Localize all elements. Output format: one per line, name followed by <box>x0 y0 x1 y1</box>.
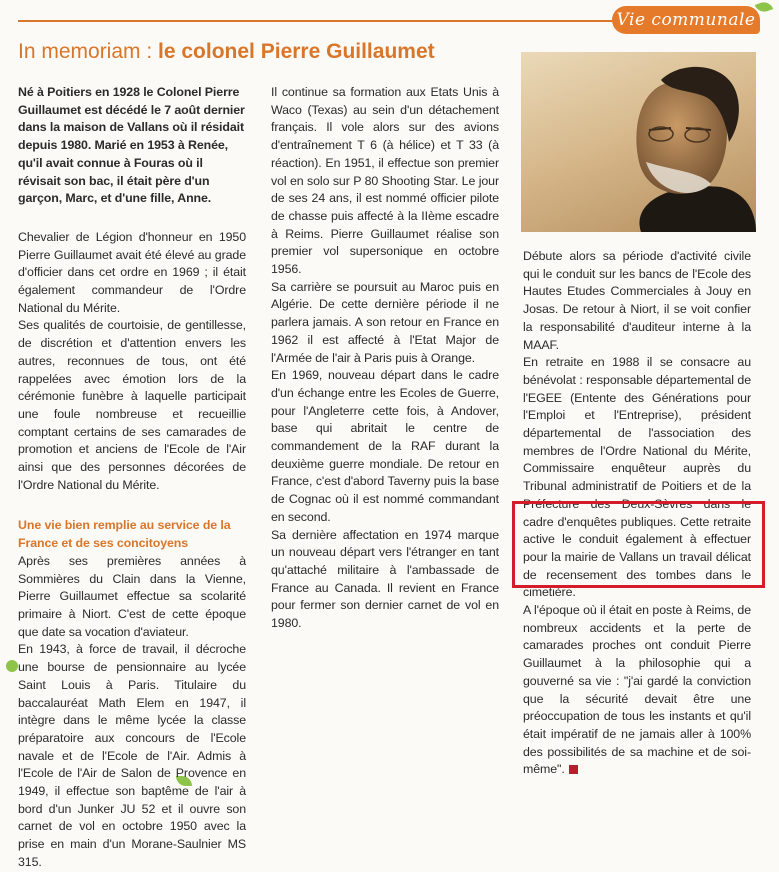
section-badge: Vie communale <box>612 6 760 34</box>
paragraph: Sa dernière affectation en 1974 marque un nouveau départ vers l'étranger en tant qu'attaché militaire à l'ambassade de France au Canada. Il revient en France pour fermer son dernier carnet de vol en 1980. <box>271 527 499 631</box>
title-prefix: In memoriam : <box>18 40 159 63</box>
column-1 <box>18 84 246 872</box>
paragraph: Chevalier de Légion d'honneur en 1950 Pierre Guillaumet avait été élevé au grade d'officier dans cet ordre en 1969 ; il était également commandeur de l'Ordre National du Mérite. <box>18 229 246 315</box>
paragraph: Ses qualités de courtoisie, de gentillesse, de discrétion et d'attention envers les autres, reconnues de tous, ont été rappelées avec émotion lors de la cérémonie funèbre à laquelle participait une foule nombreuse et recueillie comptant certains de ses camarades de promotion et anciens de l'Ecole de l'Air ainsi que des personnes décorées de l'Ordre National du Mérite. <box>18 318 246 492</box>
paragraph: En 1943, à force de travail, il décroche une bourse de pensionnaire au lycée Saint Louis à Paris. Titulaire du baccalauréat Math Elem en 1947, il intègre dans le même lycée la classe préparatoire aux concours de l'Ecole navale et de l'Ecole de l'Air. Admis à l'Ecole de l'Air de Salon de Provence en 1949, il effectue son baptême de l'air à bord d'un Junker JU 52 et il ouvre son carnet de vol en octobre 1950 avec la prise en main d'un Morane-Saulnier MS 315. <box>18 642 246 869</box>
article-title <box>18 40 435 64</box>
end-of-article-mark <box>569 765 578 774</box>
header-rule <box>18 20 618 22</box>
title-name: le colonel Pierre Guillaumet <box>158 40 435 63</box>
paragraph: En 1969, nouveau départ dans le cadre d'un échange entre les Ecoles de Guerre, pour l'Angleterre cette fois, à Andover, base qui abritait le centre de commandement de la RAF durant la deuxième guerre mondiale. De retour en France, c'est d'abord Taverny puis la base de Cognac où il est nommé commandant en second. <box>271 368 499 524</box>
article-intro: Né à Poitiers en 1928 le Colonel Pierre Guillaumet est décédé le 7 août dernier dans la maison de Vallans où il résidait depuis 1980. Marié en 1953 à Renée, qu'il avait connue à Fouras où il révisait son bac, il était père d'un garçon, Marc, et d'une fille, Anne. <box>18 85 245 206</box>
leaf-decoration <box>6 660 18 672</box>
paragraph: Sa carrière se poursuit au Maroc puis en Algérie. De cette dernière période il ne parlera jamais. A son retour en France en 1962 il est affecté à l'Etat Major de l'Armée de l'air à Paris puis à Orange. <box>271 279 499 365</box>
portrait-photo <box>521 52 756 232</box>
closing-quote: A l'époque où il était en poste à Reims, de nombreux accidents et la perte de camarades proches ont conduit Pierre Guillaumet à la philosophie qui a gouverné sa vie : "j'ai gardé la conviction que la sécurité devait être une préoccupation de tous les instants et qu'il était impératif de ne jamais aller à 100% des possibilités de sa machine et de soi-même". <box>523 603 751 777</box>
paragraph: Il continue sa formation aux Etats Unis à Waco (Texas) au sein d'un détachement français. Il vole alors sur des avions d'entraînement T 6 (à hélice) et T 33 (à réaction). En 1951, il effectue son premier vol en solo sur P 80 Shooting Star. Le jour de ses 24 ans, il est nommé officier pilote de chasse puis affecté à la IIème escadre à Reims. Pierre Guillaumet réalise son premier vol supersonique en octobre 1956. <box>271 85 499 277</box>
highlight-box <box>512 501 765 588</box>
section-subheading: Une vie bien remplie au service de la France et de ses concitoyens <box>18 518 231 551</box>
paragraph: Débute alors sa période d'activité civile qui le conduit sur les bancs de l'Ecole des Hautes Etudes Commerciales à Jouy en Josas. De retour à Niort, il se voit confier la responsabilité d'auditeur interne à la MAAF. <box>523 249 751 352</box>
paragraph: Après ses premières années à Sommières du Clain dans la Vienne, Pierre Guillaumet effectue sa scolarité primaire à Niort. C'est de cette époque que date sa vocation d'aviateur. <box>18 553 246 639</box>
paragraph: En retraite en 1988 il se consacre au bénévolat : responsable départemental de l'EGEE (Entente des Générations pour l'Emploi et l'Entreprise), président départemental de l'association des membres de l'Ordre National du Mérite, Commissaire enquêteur auprès du Tribunal administratif de Poitiers et de la Préfecture des Deux-Sèvres dans le cadre d'enquêtes publiques. Cette retraite active le conduit également à effectuer pour la mairie de Vallans un travail délicat de recensement des tombes dans le cimetière. <box>523 355 751 600</box>
column-2 <box>271 84 499 633</box>
portrait-illustration <box>521 52 756 232</box>
paragraph <box>523 602 751 779</box>
